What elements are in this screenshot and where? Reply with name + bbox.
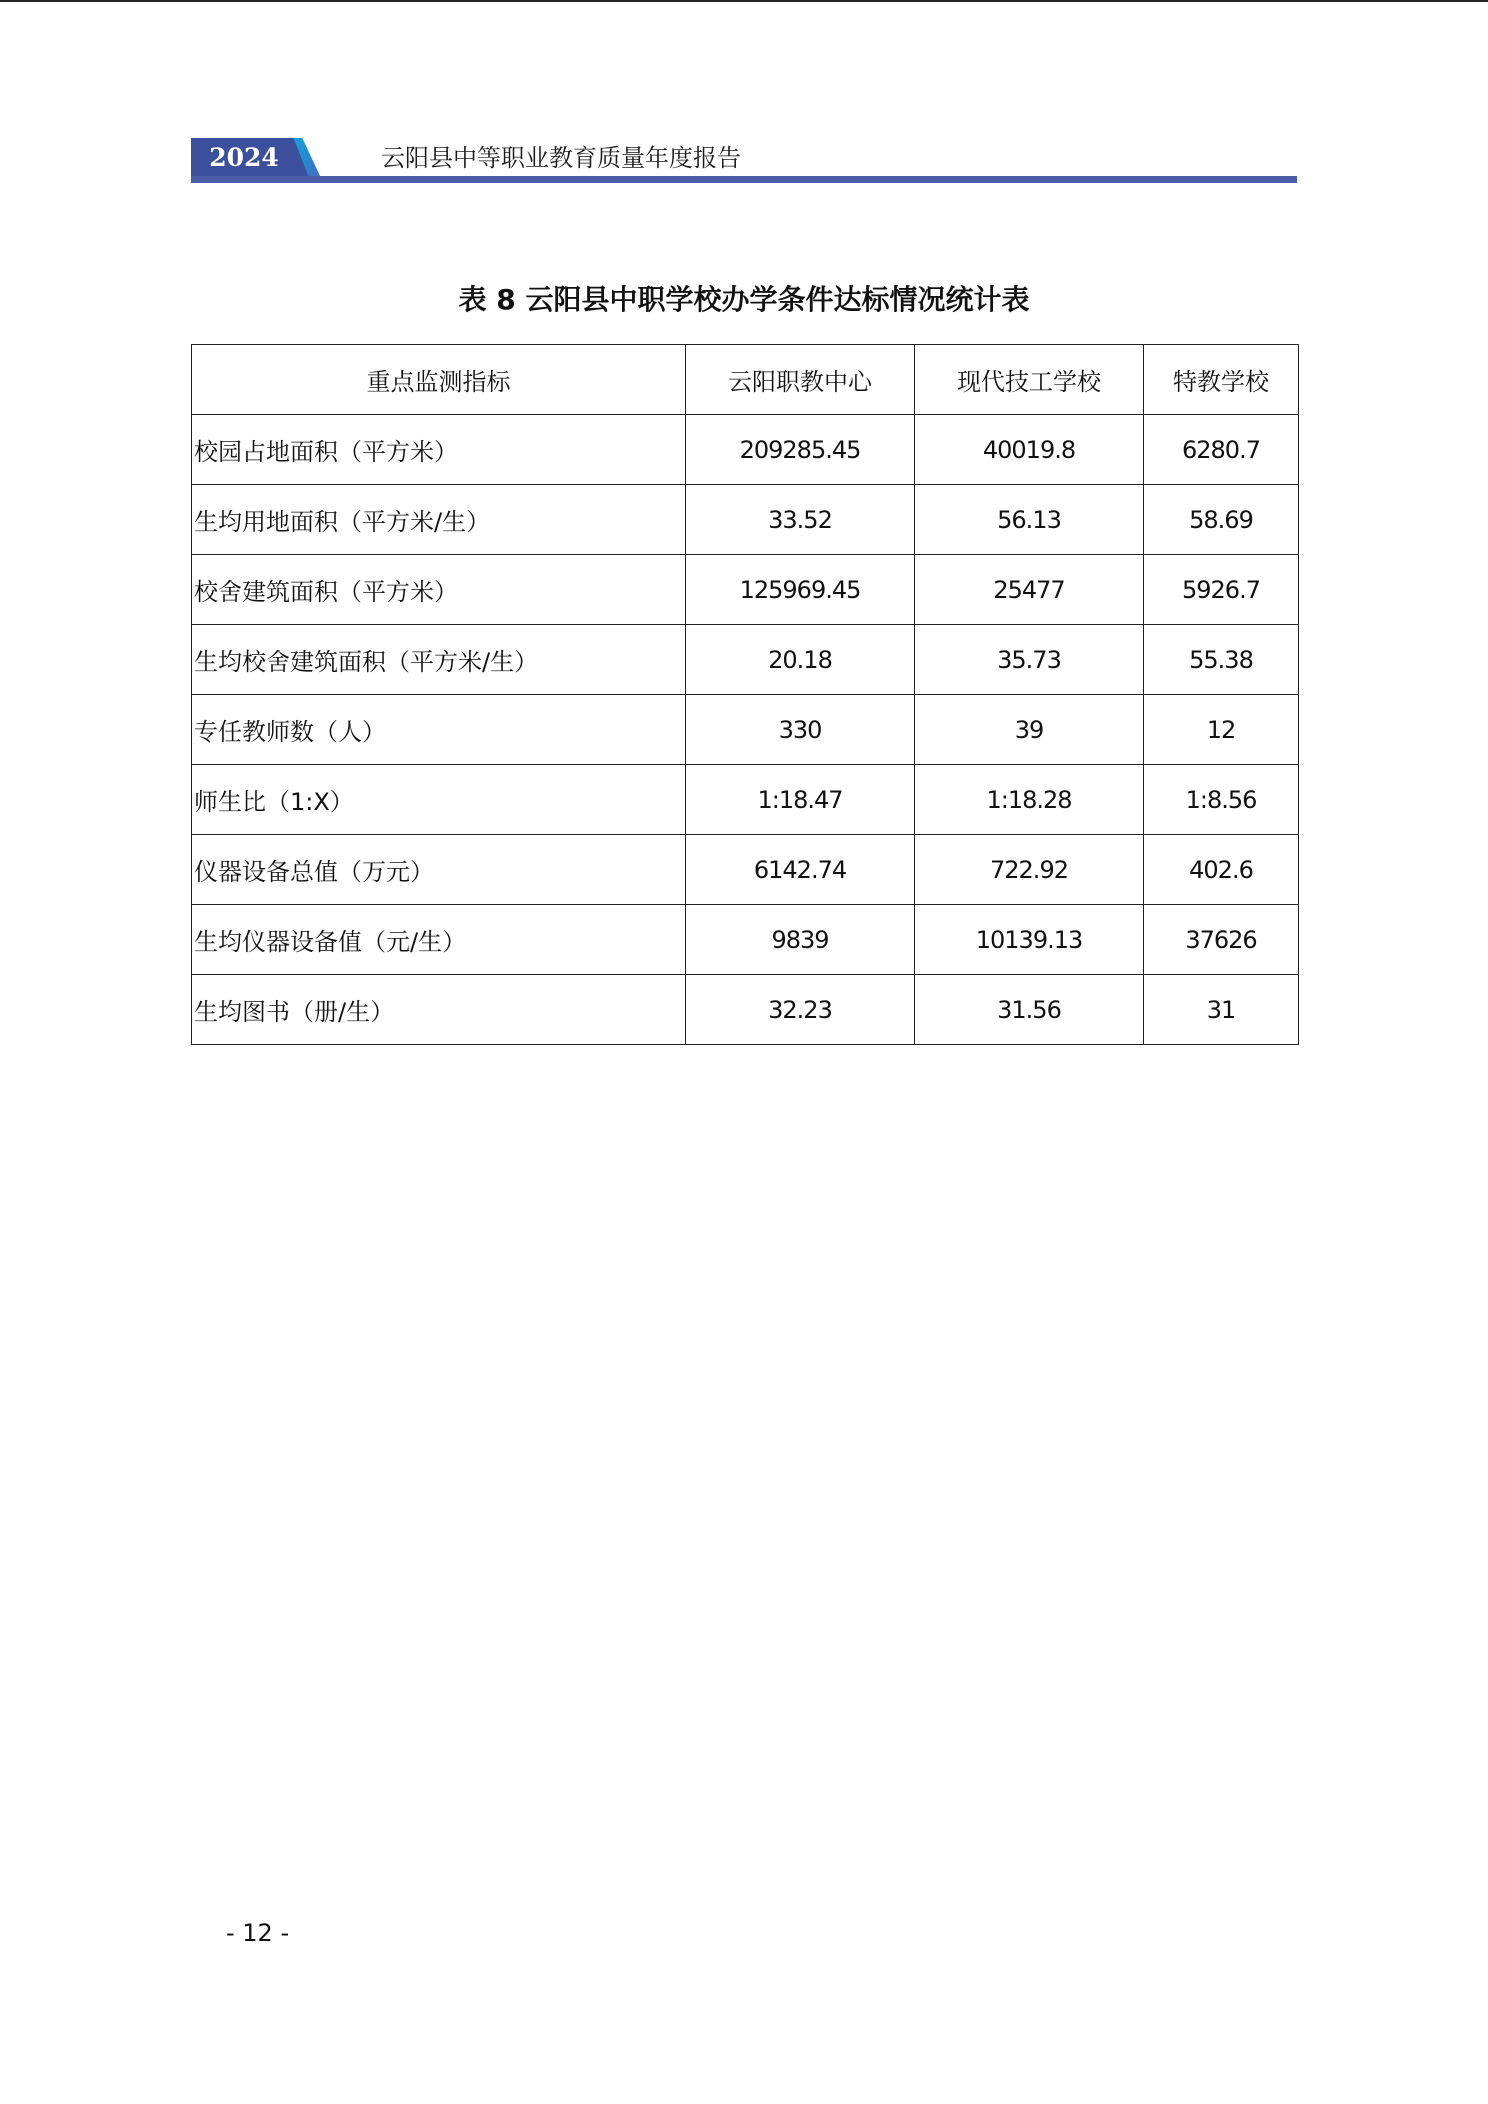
table-cell: 56.13 [915,485,1144,555]
table-cell: 722.92 [915,835,1144,905]
row-label: 生均校舍建筑面积（平方米/生） [192,625,686,695]
table-row [192,765,1299,835]
table-cell: 35.73 [915,625,1144,695]
row-label: 生均仪器设备值（元/生） [192,905,686,975]
column-header-special-education-school: 特教学校 [1144,345,1299,415]
table-row [192,905,1299,975]
page-number: - 12 - [226,1919,290,1947]
header-report-title: 云阳县中等职业教育质量年度报告 [381,144,741,172]
column-header-yunyang-vocational-center: 云阳职教中心 [686,345,915,415]
table-cell: 31 [1144,975,1299,1045]
table-cell: 1:18.28 [915,765,1144,835]
row-label: 仪器设备总值（万元） [192,835,686,905]
table-cell: 1:18.47 [686,765,915,835]
row-label: 师生比（1:X） [192,765,686,835]
row-label: 专任教师数（人） [192,695,686,765]
table-cell: 55.38 [1144,625,1299,695]
row-label: 生均图书（册/生） [192,975,686,1045]
table-caption: 表 8 云阳县中职学校办学条件达标情况统计表 [458,283,1030,316]
table-row [192,975,1299,1045]
column-header-modern-technical-school: 现代技工学校 [915,345,1144,415]
table-cell: 32.23 [686,975,915,1045]
table-cell: 12 [1144,695,1299,765]
table-cell: 6280.7 [1144,415,1299,485]
table-cell: 209285.45 [686,415,915,485]
top-border-line [0,0,1488,2]
column-header-indicator: 重点监测指标 [192,345,686,415]
table-cell: 10139.13 [915,905,1144,975]
table-cell: 40019.8 [915,415,1144,485]
table-cell: 125969.45 [686,555,915,625]
table-cell: 9839 [686,905,915,975]
table-cell: 402.6 [1144,835,1299,905]
table-cell: 5926.7 [1144,555,1299,625]
header-underline-bar [191,176,1297,183]
table-row [192,485,1299,555]
report-header [191,138,1297,184]
table-cell: 39 [915,695,1144,765]
row-label: 生均用地面积（平方米/生） [192,485,686,555]
table-row [192,415,1299,485]
school-conditions-table [191,344,1299,1045]
table-cell: 330 [686,695,915,765]
table-cell: 25477 [915,555,1144,625]
table-row [192,555,1299,625]
table-row [192,625,1299,695]
table-cell: 1:8.56 [1144,765,1299,835]
table-row [192,695,1299,765]
row-label: 校园占地面积（平方米） [192,415,686,485]
table-row [192,835,1299,905]
header-year-badge: 2024 [191,138,297,178]
table-cell: 31.56 [915,975,1144,1045]
table-cell: 33.52 [686,485,915,555]
table-cell: 58.69 [1144,485,1299,555]
table-cell: 20.18 [686,625,915,695]
row-label: 校舍建筑面积（平方米） [192,555,686,625]
table-cell: 37626 [1144,905,1299,975]
table-cell: 6142.74 [686,835,915,905]
table-header-row [192,345,1299,415]
